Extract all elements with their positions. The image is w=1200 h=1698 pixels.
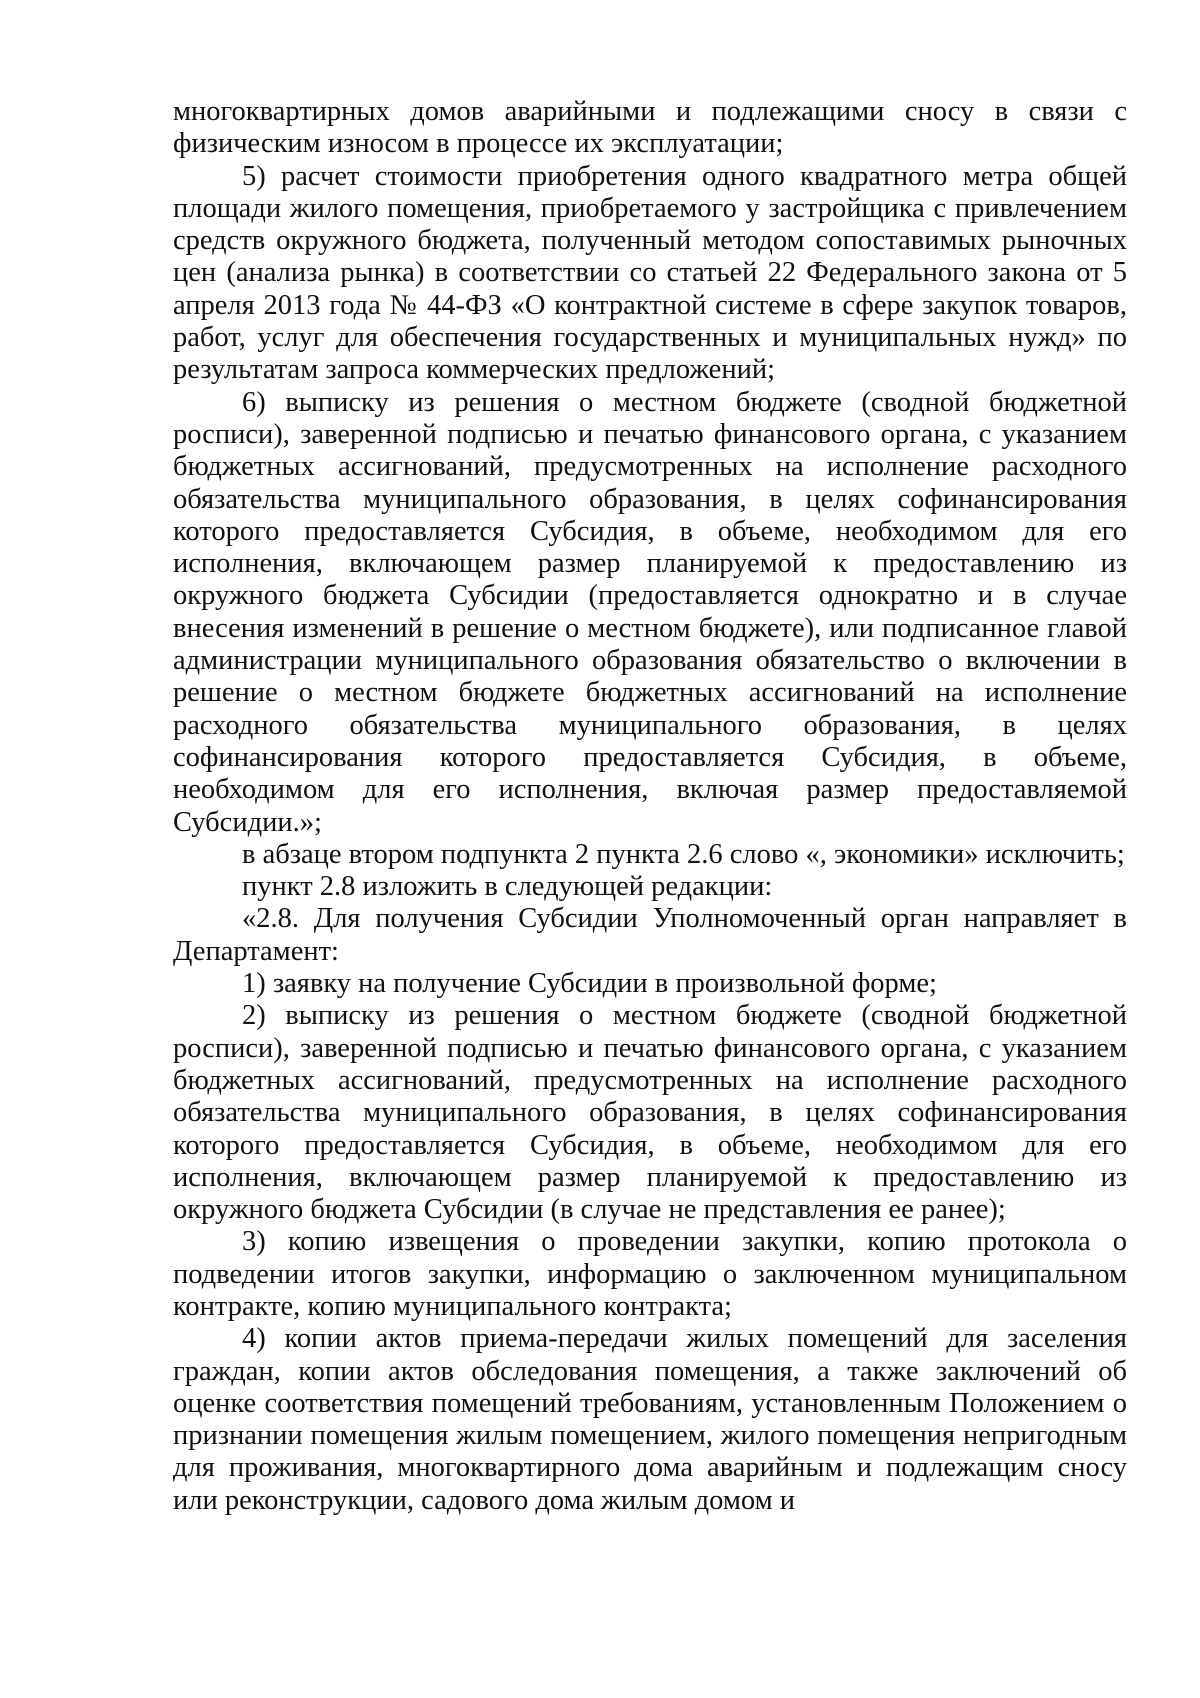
paragraph-amendment-2-6: в абзаце втором подпункта 2 пункта 2.6 слово «, экономики» исключить; [242, 838, 1125, 870]
paragraph-continuation: многоквартирных домов аварийными и подлежащими сносу в связи с физическим износом в процессе их эксплуатации; [173, 96, 1127, 160]
paragraph-amendment-2-8-intro: пункт 2.8 изложить в следующей редакции: [242, 871, 773, 903]
paragraph-clause-2-8: «2.8. Для получения Субсидии Уполномоченный орган направляет в Департамент: [173, 903, 1127, 967]
paragraph-clause-2-8-item-1: 1) заявку на получение Субсидии в произвольной форме; [242, 968, 937, 1000]
paragraph-clause-2-8-item-2: 2) выписку из решения о местном бюджете (сводной бюджетной росписи), заверенной подписью и печатью финансового органа, с указанием бюджетных ассигнований, предусмотренных на исполнение расходного обязательства муниципального образования, в целях софинансирования которого предоставляется Субсидия, в объеме, необходимом для его исполнения, включающем размер планируемой к предоставлению из окружного бюджета Субсидии (в случае не представления ее ранее); [173, 1000, 1127, 1226]
document-page [173, 96, 1127, 1517]
paragraph-item-5: 5) расчет стоимости приобретения одного квадратного метра общей площади жилого помещения, приобретаемого у застройщика с привлечением средств окружного бюджета, полученный методом сопоставимых рыночных цен (анализа рынка) в соответствии со статьей 22 Федерального закона от 5 апреля 2013 года № 44-ФЗ «О контрактной системе в сфере закупок товаров, работ, услуг для обеспечения государственных и муниципальных нужд» по результатам запроса коммерческих предложений; [173, 160, 1127, 386]
paragraph-item-6: 6) выписку из решения о местном бюджете (сводной бюджетной росписи), заверенной подписью и печатью финансового органа, с указанием бюджетных ассигнований, предусмотренных на исполнение расходного обязательства муниципального образования, в целях софинансирования которого предоставляется Субсидия, в объеме, необходимом для его исполнения, включающем размер планируемой к предоставлению из окружного бюджета Субсидии (предоставляется однократно и в случае внесения изменений в решение о местном бюджете), или подписанное главой администрации муниципального образования обязательство о включении в решение о местном бюджете бюджетных ассигнований на исполнение расходного обязательства муниципального образования, в целях софинансирования которого предоставляется Субсидия, в объеме, необходимом для его исполнения, включая размер предоставляемой Субсидии.»; [173, 386, 1127, 838]
paragraph-clause-2-8-item-4: 4) копии актов приема-передачи жилых помещений для заселения граждан, копии актов обследования помещения, а также заключений об оценке соответствия помещений требованиям, установленным Положением о признании помещения жилым помещением, жилого помещения непригодным для проживания, многоквартирного дома аварийным и подлежащим сносу или реконструкции, садового дома жилым домом и [173, 1323, 1127, 1516]
paragraph-clause-2-8-item-3: 3) копию извещения о проведении закупки, копию протокола о подведении итогов закупки, информацию о заключенном муниципальном контракте, копию муниципального контракта; [173, 1226, 1127, 1322]
